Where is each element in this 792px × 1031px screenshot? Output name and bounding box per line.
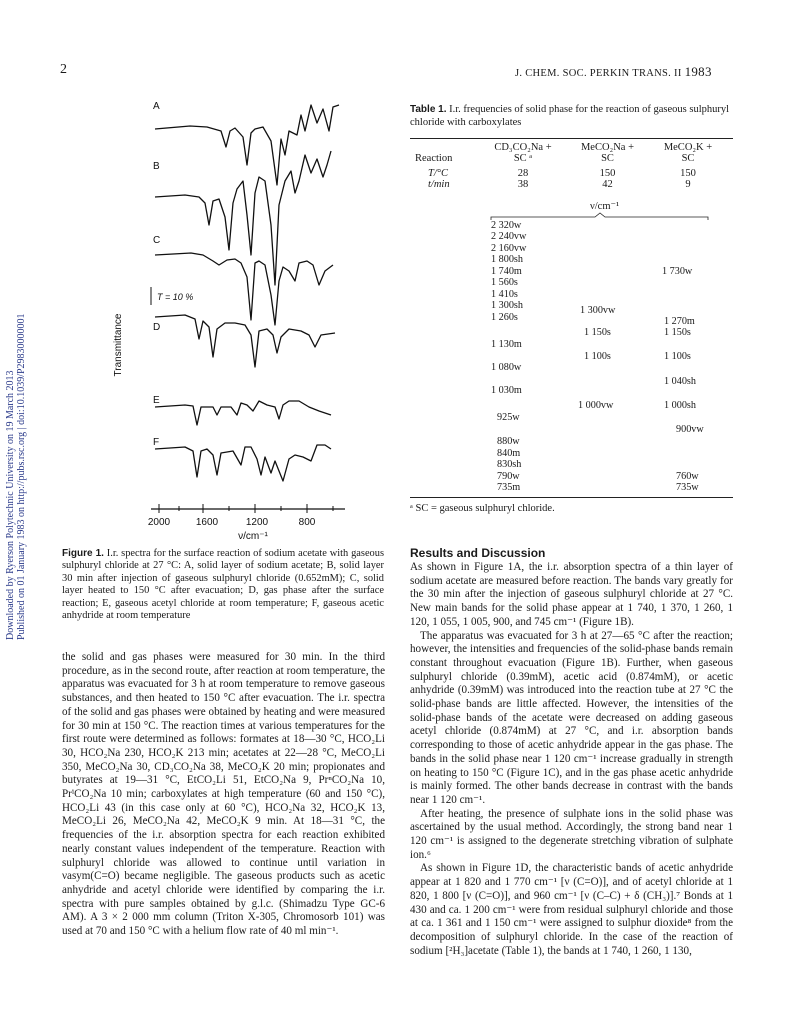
figure-caption-text: I.r. spectra for the surface reaction of sodium acetate with gaseous sulphuryl chloride at 27 °C: A, solid layer of sodium acetate; B, solid layer 30 min after injection of gaseous sulphuryl chloride (0.652mM); C, solid layer heated to 150 °C after evacuation; D, gas phase after the surface reaction; E, gaseous acetyl chloride at room temperature; F, gaseous acetic anhydride at room temperature [62,548,384,622]
figure-caption [62,548,384,622]
running-head [515,64,712,80]
row-label: t/min [428,179,450,190]
freq-cell: 2 160vw [491,243,527,254]
freq-cell: 1 410s [491,289,518,300]
download-watermark [2,240,27,640]
freq-cell: 1 000vw [578,400,614,411]
freq-cell: 900vw [676,424,704,435]
freq-cell: 735w [676,482,699,493]
col-head: Reaction [415,153,453,164]
spectrum-trace-f [155,445,331,481]
journal-name: J. CHEM. SOC. PERKIN TRANS. II [515,68,682,79]
table-cell: 42 [602,179,613,190]
body-text-left [62,651,385,939]
section-heading: Results and Discussion [410,546,546,560]
col-head: MeCO₂K + [663,142,713,153]
freq-cell: 1 000sh [664,400,696,411]
spectrum-trace-d [155,315,335,367]
download-line[interactable]: Downloaded by Ryerson Polytechnic University on 19 March 2013 [5,370,16,640]
freq-cell: 1 260s [491,312,518,323]
freq-cell: 1 800sh [491,254,523,265]
freq-cell: 925w [497,412,520,423]
freq-cell: 790w [497,471,520,482]
col-head: SC ᵃ [513,153,533,164]
col-head: MeCO₂Na + [580,142,635,153]
scale-label: T = 10 % [157,292,194,302]
x-axis-label: ν/cm⁻¹ [238,531,268,542]
page-number: 2 [60,62,67,77]
freq-cell: 1 300sh [491,300,523,311]
trace-label-c: C [153,235,161,246]
freq-cell: 1 130m [491,339,522,350]
spectrum-trace-b [155,151,331,285]
paragraph: After heating, the presence of sulphate ions in the solid phase was ascertained by the usual method. Accordingly, the strong band near 1 120 cm⁻¹ is assigned to the degenerate stretching vibration of sulphate ion.⁶ [410,807,733,861]
table-cell: 150 [599,168,616,179]
freq-cell: 1 040sh [664,376,696,387]
freq-cell: 830sh [497,459,522,470]
table-caption [410,104,740,129]
freq-cell: 1 150s [664,327,691,338]
paragraph: As shown in Figure 1A, the i.r. absorption spectra of a thin layer of sodium acetate are measured before reaction. The bands vary greatly for the 30 min after the injection of gaseous sulphuryl chloride at 27 °C. New main bands for the solid phase appear at 1 740, 1 370, 1 260, 1 120, 1 055, 1 005, 900, and 745 cm⁻¹ (Figure 1B). [410,561,733,628]
table-cell: 38 [517,179,529,190]
freq-cell: 2 320w [491,220,522,231]
paragraph: As shown in Figure 1D, the characteristic bands of acetic anhydride appear at 1 820 and 1 770 cm⁻¹ [ν (C=O)], and of acetyl chloride at 1 820, 1 800 [ν (C=O)], and 960 cm⁻¹ [ν (C–C) + δ (CH₃)].⁷ Bonds at 1 430 and ca. 1 200 cm⁻¹ were from residual sulphuryl chloride and those at ca. 1 361 and 1 150 cm⁻¹ were assigned to sulphur dioxide⁸ from the decomposition of sulphuryl chloride. In the case of the reaction of sodium [²H₃]acetate (Table 1), the bands at 1 740, 1 260, 1 130, [410,862,733,957]
freq-cell: 1 300vw [580,305,616,316]
table-label: Table 1. [410,104,447,115]
body-text-right [410,561,733,958]
freq-cell: 1 740m [491,266,522,277]
trace-label-b: B [153,161,160,172]
x-tick-label: 1200 [245,517,269,528]
table-cell: 150 [680,168,696,179]
freq-cell: 1 730w [662,266,693,277]
table-caption-text: I.r. frequencies of solid phase for the reaction of gaseous sulphuryl chloride with carboxylates [410,104,730,128]
table-top-rule [410,138,733,139]
table-cell: 9 [685,179,691,190]
paragraph: The apparatus was evacuated for 3 h at 27—65 °C after the reaction; however, the intensities and frequencies of the solid-phase bands remain constant throughout evacuation (Figure 1B). Further, when gaseous sulphuryl chloride (0.39mM), acetic acid (0.874mM), or acetic anhydride (0.39mM) was introduced into the reaction tube at 27 °C the solid-phase bands are little affected. However, the intensities of the solid-phase bands of the acetate were decreased on adding gaseous acetyl chloride (0.874mM) at 27 °C, and i.r. absorption bands corresponding to those of acetic anhydride appear in the gas phase. The bands in the solid phase near 1 120 cm⁻¹ increase gradually in strength on heating to 150 °C (Figure 1C), and in the gas phase acetic anhydride is mainly formed. The other bands decrease in contrast with the bands near 1 120 cm⁻¹. [410,629,733,806]
freq-cell: 840m [497,448,521,459]
table-bottom-rule [410,497,733,498]
freq-cell: 880w [497,436,520,447]
trace-label-e: E [153,395,160,406]
col-head: CD₃CO₂Na + [494,142,552,153]
trace-label-a: A [153,101,160,112]
x-tick-label: 2000 [147,517,171,528]
journal-year: 1983 [684,64,712,79]
published-line[interactable]: Published on 01 January 1983 on http://pubs.rsc.org | doi:10.1039/P29830000001 [16,313,27,640]
ir-spectra-figure [95,85,365,545]
table-cell: 28 [517,168,529,179]
spectrum-trace-e [155,401,331,425]
freq-cell: 1 030m [491,385,522,396]
trace-label-f: F [153,437,160,448]
col-head: SC [681,153,695,164]
unit-label: ν/cm⁻¹ [590,201,620,212]
row-label: T/°C [428,168,448,179]
freq-cell: 1 560s [491,277,518,288]
freq-cell: 1 100s [584,351,611,362]
freq-cell: 1 150s [584,327,611,338]
freq-cell: 2 240vw [491,231,527,242]
col-head: SC [601,153,614,164]
freq-cell: 735m [497,482,521,493]
unit-brace [490,212,710,222]
freq-cell: 1 100s [664,351,691,362]
y-axis-label: Transmittance [113,313,124,377]
x-tick-label: 1600 [195,517,219,528]
freq-cell: 1 270m [664,316,695,327]
freq-cell: 1 080w [491,362,522,373]
x-tick-label: 800 [298,517,316,528]
freq-cell: 760w [676,471,699,482]
trace-label-d: D [153,322,161,333]
spectrum-trace-c [155,253,333,325]
figure-label: Figure 1. [62,548,104,559]
table-footnote: ᵃ SC = gaseous sulphuryl chloride. [410,503,555,514]
paragraph: the solid and gas phases were measured for 30 min. In the third procedure, as in the second route, after reaction at room temperature, the apparatus was evacuated for 3 h at room temperature to remove gaseous substances, and then heated to 150 °C after evacuation. The i.r. spectra of the solid and gas phases were obtained by heating and were measured for 30 min at 150 °C. The reaction times at various temperatures for the first route were determined as follows: formates at 18—30 °C, HCO₂Li 30, HCO₂Na 230, HCO₂K 213 min; acetates at 22—28 °C, MeCO₂Li 350, MeCO₂Na 30, CD₃CO₂Na 38, MeCO₂K 20 min; propionates and butyrates at 19—31 °C, EtCO₂Li 51, EtCO₂Na 9, PrⁿCO₂Na 10, PrⁱCO₂Na 10 min; carboxylates at high temperature (60 and 150 °C), HCO₂Li 43 (in this case only at 60 °C), HCO₂Na 32, HCO₂K 13, MeCO₂Li 26, MeCO₂Na 42, MeCO₂K 9 min. At 18—31 °C, the frequencies of the i.r. absorption spectra for each reaction exhibited nearly constant values independent of the temperature. Reaction with sulphuryl chloride was allowed to continue until variation in νasym(C=O) became negligible. The gaseous products such as acetic anhydride and acetyl chloride were identified by comparing the i.r. spectra with pure samples obtained by g.l.c. (Shimadzu Type GC-6 AM). A 3 × 2 000 mm column (Triton X-305, Chromosorb 101) was used at 70 and 150 °C with a helium flow rate of 40 ml min⁻¹. [62,651,385,938]
